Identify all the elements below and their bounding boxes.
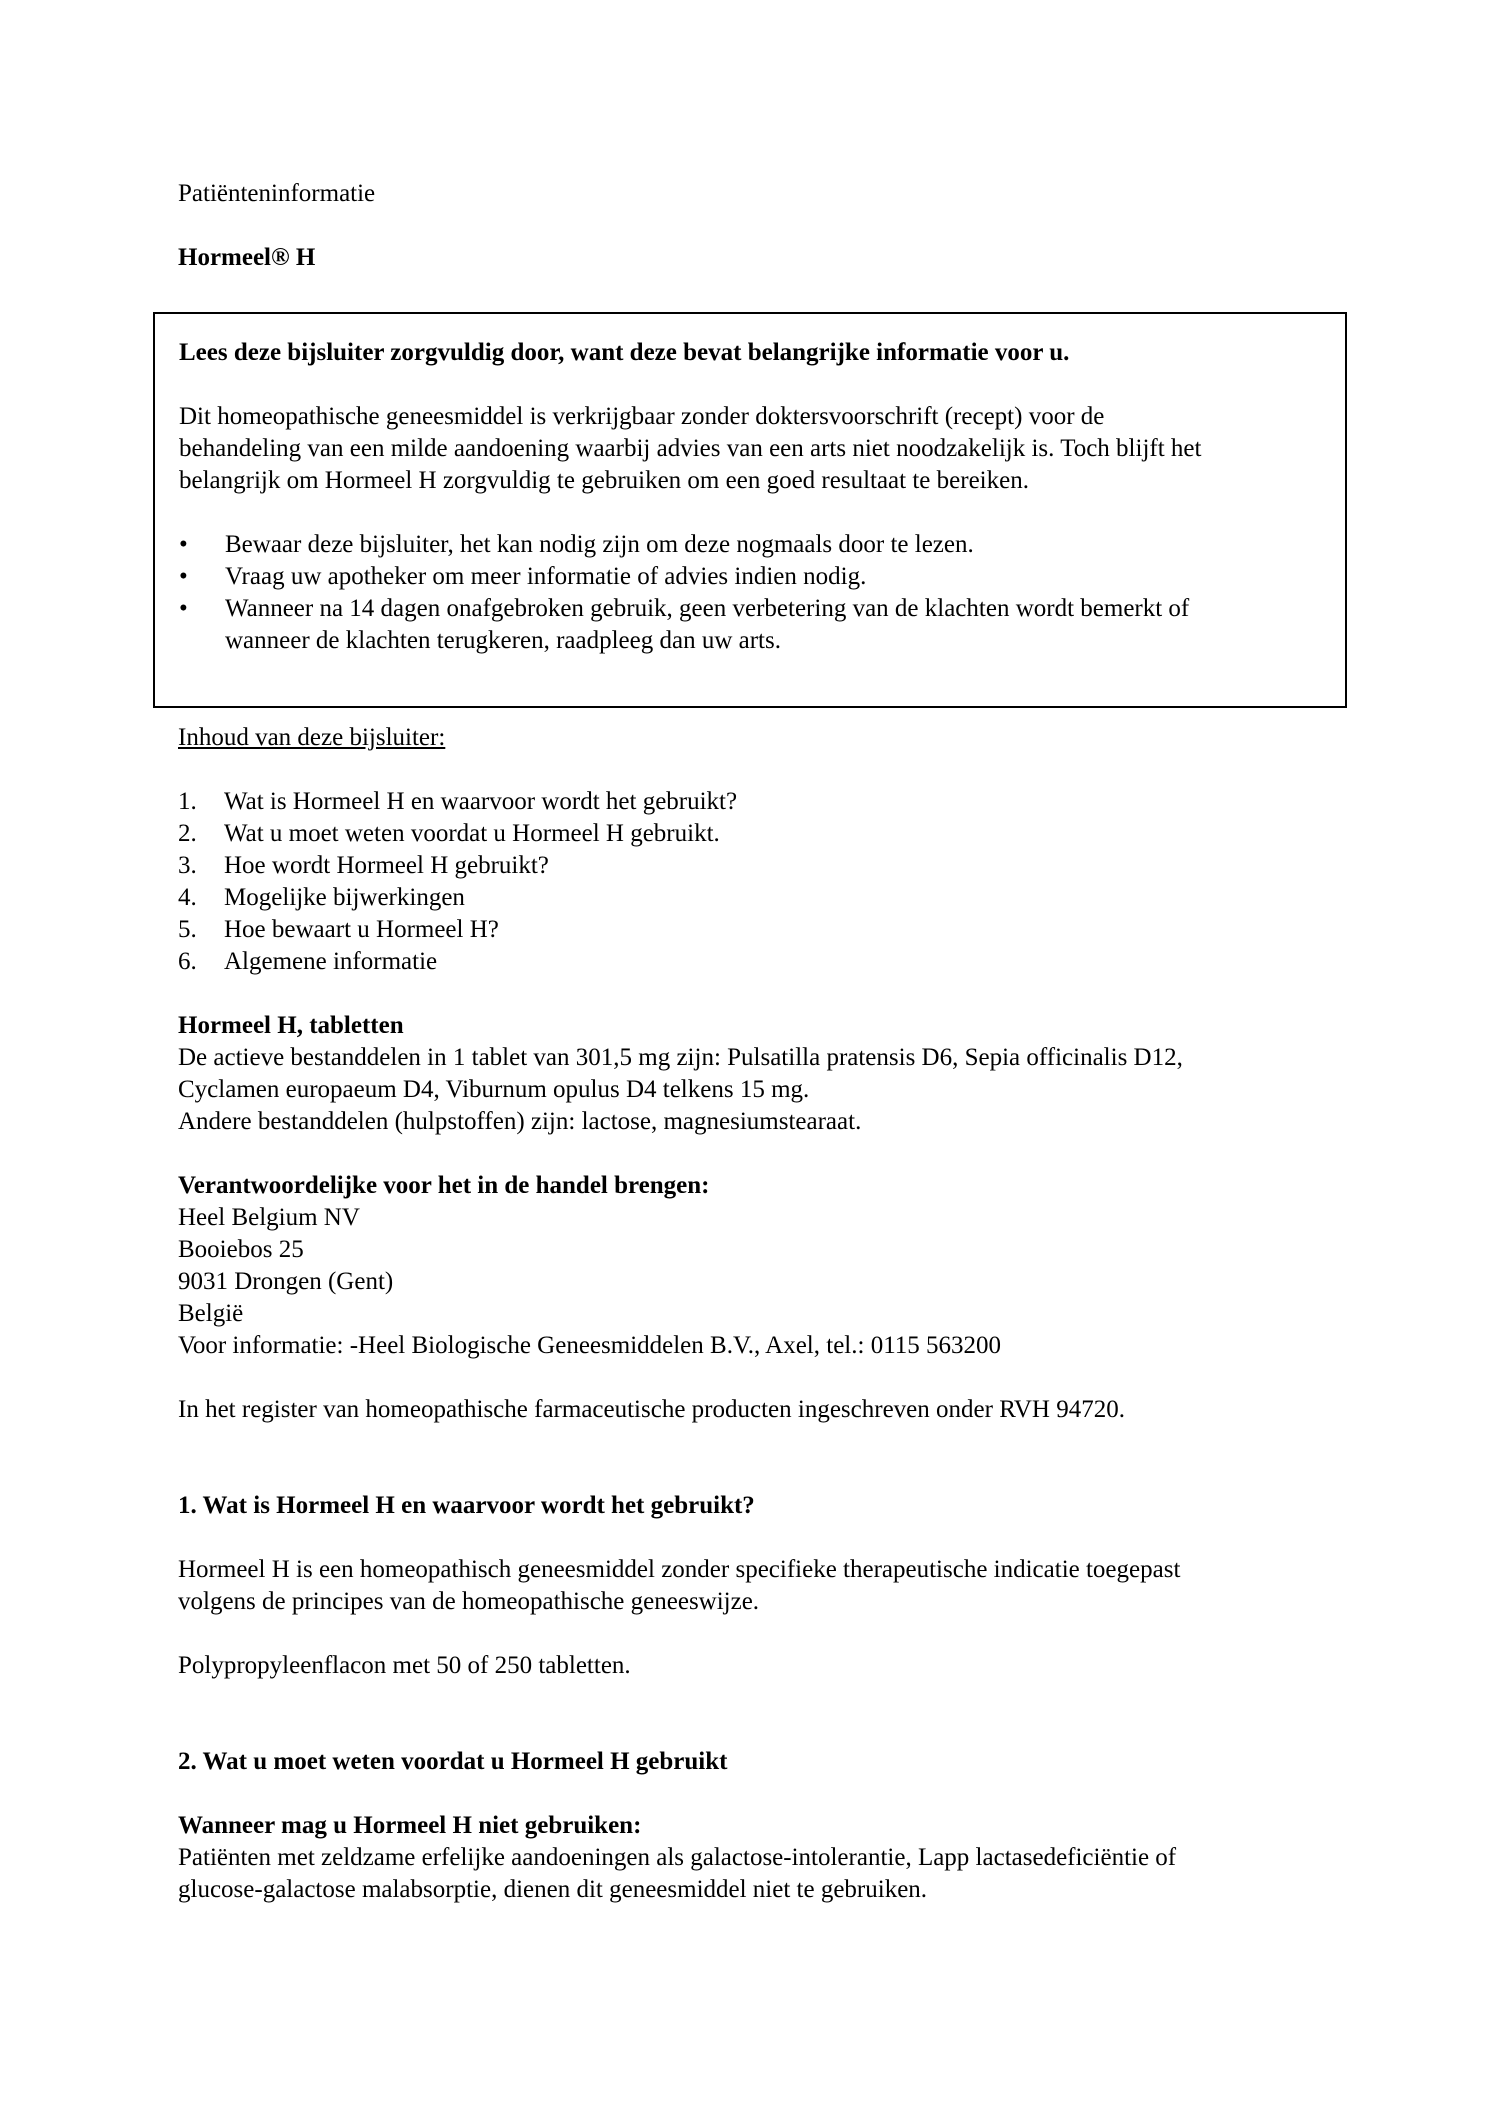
- contents-item-text: Wat u moet weten voordat u Hormeel H gebruikt.: [224, 820, 720, 847]
- bullet-icon: •: [179, 563, 188, 590]
- section-1-paragraph: [178, 1554, 1348, 1618]
- notice-bullet-text: wanneer de klachten terugkeren, raadpleeg dan uw arts.: [225, 627, 781, 654]
- contents-section: [178, 722, 1348, 978]
- section-2-line: Patiënten met zeldzame erfelijke aandoeningen als galactose-intolerantie, Lapp lactasedeficiëntie of: [178, 1844, 1177, 1871]
- bullet-icon: •: [179, 595, 188, 622]
- contents-item-text: Hoe wordt Hormeel H gebruikt?: [224, 852, 549, 879]
- holder-heading: Verantwoordelijke voor het in de handel brengen:: [178, 1172, 710, 1199]
- section-1-heading: 1. Wat is Hormeel H en waarvoor wordt het gebruikt?: [178, 1492, 755, 1519]
- composition-line: De actieve bestanddelen in 1 tablet van 301,5 mg zijn: Pulsatilla pratensis D6, Sepia officinalis D12,: [178, 1044, 1183, 1071]
- holder-line: Booiebos 25: [178, 1236, 304, 1263]
- contents-heading: Inhoud van deze bijsluiter:: [178, 724, 446, 751]
- composition-heading: Hormeel H, tabletten: [178, 1012, 404, 1039]
- composition-section: [178, 1010, 1348, 1138]
- composition-line: Cyclamen europaeum D4, Viburnum opulus D4 telkens 15 mg.: [178, 1076, 810, 1103]
- contents-item-text: Mogelijke bijwerkingen: [224, 884, 465, 911]
- packaging-info: Polypropyleenflacon met 50 of 250 tabletten.: [178, 1652, 631, 1679]
- contents-item-number: 1.: [178, 788, 197, 815]
- notice-bullet-text: Bewaar deze bijsluiter, het kan nodig zijn om deze nogmaals door te lezen.: [225, 531, 974, 558]
- notice-intro-line: belangrijk om Hormeel H zorgvuldig te gebruiken om een goed resultaat te bereiken.: [179, 467, 1029, 494]
- notice-bullet: [179, 529, 1329, 561]
- contents-item-text: Algemene informatie: [224, 948, 438, 975]
- section-1-line: Hormeel H is een homeopathisch geneesmiddel zonder specifieke therapeutische indicatie toegepast: [178, 1556, 1181, 1583]
- section-1-line: volgens de principes van de homeopathische geneeswijze.: [178, 1588, 760, 1615]
- section-2-line: glucose-galactose malabsorptie, dienen dit geneesmiddel niet te gebruiken.: [178, 1876, 928, 1903]
- notice-bullet-text: Wanneer na 14 dagen onafgebroken gebruik, geen verbetering van de klachten wordt bemerkt of: [225, 595, 1190, 622]
- doc-type-label: Patiënteninformatie: [178, 180, 376, 207]
- contents-item-number: 4.: [178, 884, 197, 911]
- notice-bullet: [179, 561, 1329, 593]
- holder-line: Heel Belgium NV: [178, 1204, 360, 1231]
- notice-bullet-list: [179, 529, 1329, 657]
- contents-item-text: Wat is Hormeel H en waarvoor wordt het gebruikt?: [224, 788, 738, 815]
- holder-line: 9031 Drongen (Gent): [178, 1268, 394, 1295]
- contents-item-number: 5.: [178, 916, 197, 943]
- contents-item: [178, 914, 1348, 946]
- product-title: Hormeel® H: [178, 244, 316, 271]
- contents-item-number: 2.: [178, 820, 197, 847]
- notice-intro-line: Dit homeopathische geneesmiddel is verkrijgbaar zonder doktersvoorschrift (recept) voor de: [179, 403, 1105, 430]
- contents-item: [178, 850, 1348, 882]
- register-note: In het register van homeopathische farmaceutische producten ingeschreven onder RVH 94720.: [178, 1396, 1125, 1423]
- notice-intro-line: behandeling van een milde aandoening waarbij advies van een arts niet noodzakelijk is. Toch blijft het: [179, 435, 1202, 462]
- notice-bullet-text: Vraag uw apotheker om meer informatie of advies indien nodig.: [225, 563, 867, 590]
- contents-item-text: Hoe bewaart u Hormeel H?: [224, 916, 499, 943]
- section-2-subheading: Wanneer mag u Hormeel H niet gebruiken:: [178, 1812, 642, 1839]
- notice-intro: [179, 401, 1329, 497]
- section-1: [178, 1490, 1348, 1682]
- section-2-heading: 2. Wat u moet weten voordat u Hormeel H gebruikt: [178, 1748, 728, 1775]
- holder-line: België: [178, 1300, 244, 1327]
- contents-item: [178, 946, 1348, 978]
- holder-section: [178, 1170, 1348, 1362]
- contents-item: [178, 786, 1348, 818]
- notice-bullet: [179, 593, 1329, 657]
- notice-heading: Lees deze bijsluiter zorgvuldig door, want deze bevat belangrijke informatie voor u.: [179, 339, 1070, 366]
- notice-box: [153, 312, 1347, 708]
- contents-item-number: 6.: [178, 948, 197, 975]
- section-2: [178, 1746, 1348, 1906]
- contents-item: [178, 882, 1348, 914]
- composition-line: Andere bestanddelen (hulpstoffen) zijn: lactose, magnesiumstearaat.: [178, 1108, 862, 1135]
- contents-item-number: 3.: [178, 852, 197, 879]
- holder-line: Voor informatie: -Heel Biologische Geneesmiddelen B.V., Axel, tel.: 0115 563200: [178, 1332, 1002, 1359]
- bullet-icon: •: [179, 531, 188, 558]
- contents-item: [178, 818, 1348, 850]
- contents-list: [178, 786, 1348, 978]
